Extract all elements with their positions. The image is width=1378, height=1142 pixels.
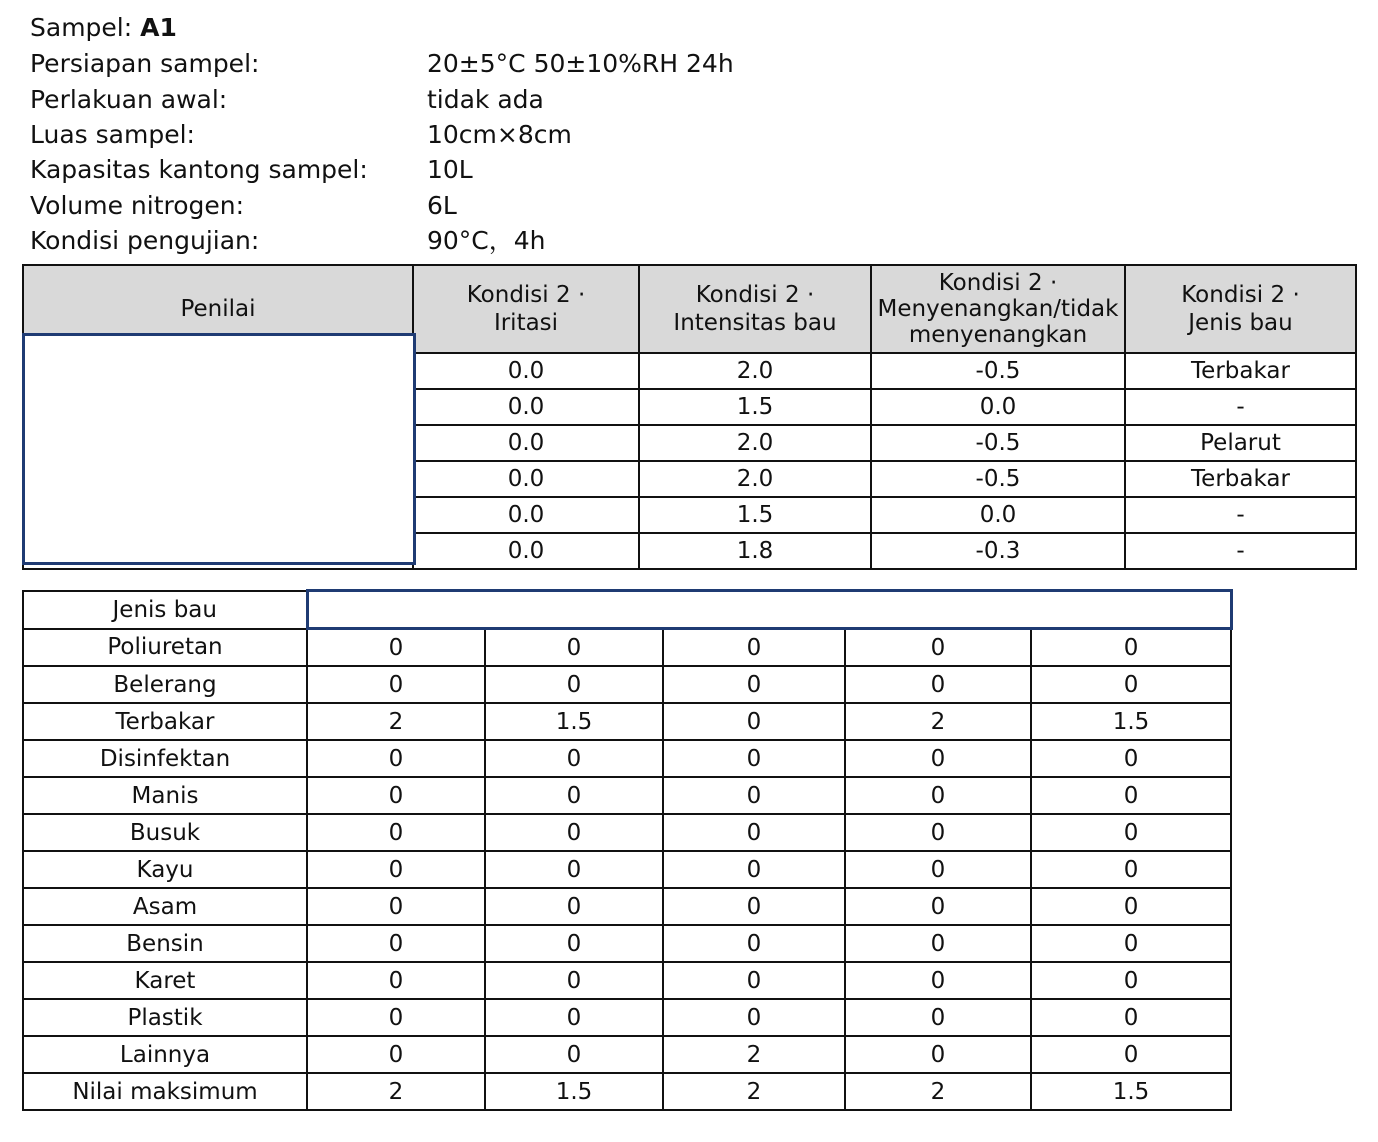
cell: 0 (845, 629, 1031, 667)
cell: 0 (307, 925, 485, 962)
header-odor-intensity: Kondisi 2 · Intensitas bau (639, 265, 871, 353)
cell-pleasantness: 0.0 (871, 389, 1125, 425)
cell: 1.5 (485, 703, 663, 740)
odor-type-table (22, 589, 1233, 1111)
row-label: Disinfektan (23, 740, 307, 777)
cell-pleasantness: 0.0 (871, 497, 1125, 533)
cell: 0 (845, 814, 1031, 851)
sample-value: A1 (140, 13, 177, 42)
cell-intensity: 2.0 (639, 353, 871, 389)
cell-intensity: 1.5 (639, 389, 871, 425)
cell: 0 (1031, 1036, 1231, 1073)
info-value: 10L (427, 155, 473, 184)
cell-odor-type: - (1125, 497, 1356, 533)
table-row (23, 740, 1231, 777)
cell: 2 (845, 703, 1031, 740)
cell: 0 (485, 888, 663, 925)
cell: 0 (485, 777, 663, 814)
header-assessor: Penilai (23, 265, 413, 353)
cell: 2 (307, 703, 485, 740)
cell: 0 (845, 851, 1031, 888)
cell: 0 (845, 999, 1031, 1036)
cell: 0 (1031, 777, 1231, 814)
odor-header-row (23, 591, 1231, 629)
row-label: Karet (23, 962, 307, 999)
cell: 0 (1031, 740, 1231, 777)
table-row (23, 814, 1231, 851)
cell-irritation: 0.0 (413, 461, 639, 497)
info-label: Luas sampel: (30, 120, 195, 149)
cell: 2 (845, 1073, 1031, 1110)
cell: 0 (1031, 999, 1231, 1036)
row-label: Terbakar (23, 703, 307, 740)
row-label: Manis (23, 777, 307, 814)
info-label: Persiapan sampel: (30, 49, 260, 78)
cell: 0 (307, 740, 485, 777)
cell: 0 (485, 925, 663, 962)
cell-odor-type: - (1125, 533, 1356, 569)
cell: 0 (845, 1036, 1031, 1073)
cell-intensity: 2.0 (639, 425, 871, 461)
cell: 2 (307, 1073, 485, 1110)
cell-pleasantness: -0.5 (871, 425, 1125, 461)
cell: 0 (307, 1036, 485, 1073)
cell: 0 (1031, 962, 1231, 999)
cell: 0 (1031, 814, 1231, 851)
row-label: Lainnya (23, 1036, 307, 1073)
cell-irritation: 0.0 (413, 389, 639, 425)
info-label: Kapasitas kantong sampel: (30, 155, 368, 184)
cell: 2 (663, 1073, 845, 1110)
cell: 0 (307, 814, 485, 851)
table-row (23, 925, 1231, 962)
cell: 0 (663, 703, 845, 740)
cell: 0 (485, 999, 663, 1036)
cell-odor-type: - (1125, 389, 1356, 425)
row-label: Kayu (23, 851, 307, 888)
cell: 0 (485, 962, 663, 999)
odor-header-blank (307, 591, 1231, 629)
table-row (23, 1073, 1231, 1110)
odor-type-header: Jenis bau (23, 591, 307, 629)
cell: 1.5 (1031, 1073, 1231, 1110)
cell: 0 (663, 925, 845, 962)
cell-pleasantness: -0.3 (871, 533, 1125, 569)
info-value: 20±5°C 50±10%RH 24h (427, 49, 734, 78)
cell-odor-type: Pelarut (1125, 425, 1356, 461)
row-label: Belerang (23, 666, 307, 703)
header-irritation: Kondisi 2 · Iritasi (413, 265, 639, 353)
table-row (23, 777, 1231, 814)
header-pleasantness: Kondisi 2 · Menyenangkan/tidak menyenangkan (871, 265, 1125, 353)
row-label: Asam (23, 888, 307, 925)
table-row (23, 962, 1231, 999)
cell: 0 (485, 629, 663, 667)
cell: 0 (663, 666, 845, 703)
cell-irritation: 0.0 (413, 533, 639, 569)
row-label: Nilai maksimum (23, 1073, 307, 1110)
cell: 0 (845, 777, 1031, 814)
cell: 0 (307, 999, 485, 1036)
cell: 0 (845, 740, 1031, 777)
row-label: Busuk (23, 814, 307, 851)
cell-odor-type: Terbakar (1125, 461, 1356, 497)
info-label: Perlakuan awal: (30, 85, 228, 114)
cell: 1.5 (485, 1073, 663, 1110)
cell: 2 (663, 1036, 845, 1073)
cell: 0 (663, 777, 845, 814)
table-row (23, 851, 1231, 888)
cell: 0 (485, 740, 663, 777)
header-odor-type: Kondisi 2 · Jenis bau (1125, 265, 1356, 353)
cell: 0 (663, 629, 845, 667)
table-row (23, 1036, 1231, 1073)
cell: 0 (307, 666, 485, 703)
cell-pleasantness: -0.5 (871, 353, 1125, 389)
cell: 0 (845, 666, 1031, 703)
table-row (23, 703, 1231, 740)
cell: 0 (663, 851, 845, 888)
cell: 0 (845, 962, 1031, 999)
table-row (23, 999, 1231, 1036)
info-value: 10cm×8cm (427, 120, 572, 149)
cell-intensity: 1.8 (639, 533, 871, 569)
cell: 0 (1031, 851, 1231, 888)
cell: 0 (845, 888, 1031, 925)
cell: 0 (307, 962, 485, 999)
cell: 0 (845, 925, 1031, 962)
info-label: Kondisi pengujian: (30, 226, 260, 255)
cell: 0 (1031, 888, 1231, 925)
assessor-highlight-box (22, 333, 416, 565)
cell: 0 (663, 814, 845, 851)
cell: 0 (485, 1036, 663, 1073)
cell: 0 (307, 888, 485, 925)
row-label: Bensin (23, 925, 307, 962)
cell-irritation: 0.0 (413, 353, 639, 389)
cell-pleasantness: -0.5 (871, 461, 1125, 497)
cell: 0 (307, 777, 485, 814)
info-value: 90°C，4h (427, 226, 546, 255)
cell-irritation: 0.0 (413, 425, 639, 461)
cell: 0 (1031, 629, 1231, 667)
cell-intensity: 2.0 (639, 461, 871, 497)
cell: 0 (663, 888, 845, 925)
row-label: Plastik (23, 999, 307, 1036)
cell-intensity: 1.5 (639, 497, 871, 533)
info-value: 6L (427, 191, 457, 220)
cell: 0 (307, 851, 485, 888)
cell-odor-type: Terbakar (1125, 353, 1356, 389)
row-label: Poliuretan (23, 629, 307, 667)
table-row (23, 629, 1231, 667)
info-value: tidak ada (427, 85, 544, 114)
cell: 0 (485, 814, 663, 851)
table-row (23, 666, 1231, 703)
cell: 0 (1031, 666, 1231, 703)
cell-irritation: 0.0 (413, 497, 639, 533)
sample-label: Sampel: (30, 13, 133, 42)
cell: 0 (663, 999, 845, 1036)
info-label: Volume nitrogen: (30, 191, 245, 220)
cell: 0 (1031, 925, 1231, 962)
cell: 0 (485, 666, 663, 703)
cell: 0 (485, 851, 663, 888)
cell: 0 (663, 962, 845, 999)
table-row (23, 888, 1231, 925)
cell: 0 (307, 629, 485, 667)
cell: 1.5 (1031, 703, 1231, 740)
cell: 0 (663, 740, 845, 777)
